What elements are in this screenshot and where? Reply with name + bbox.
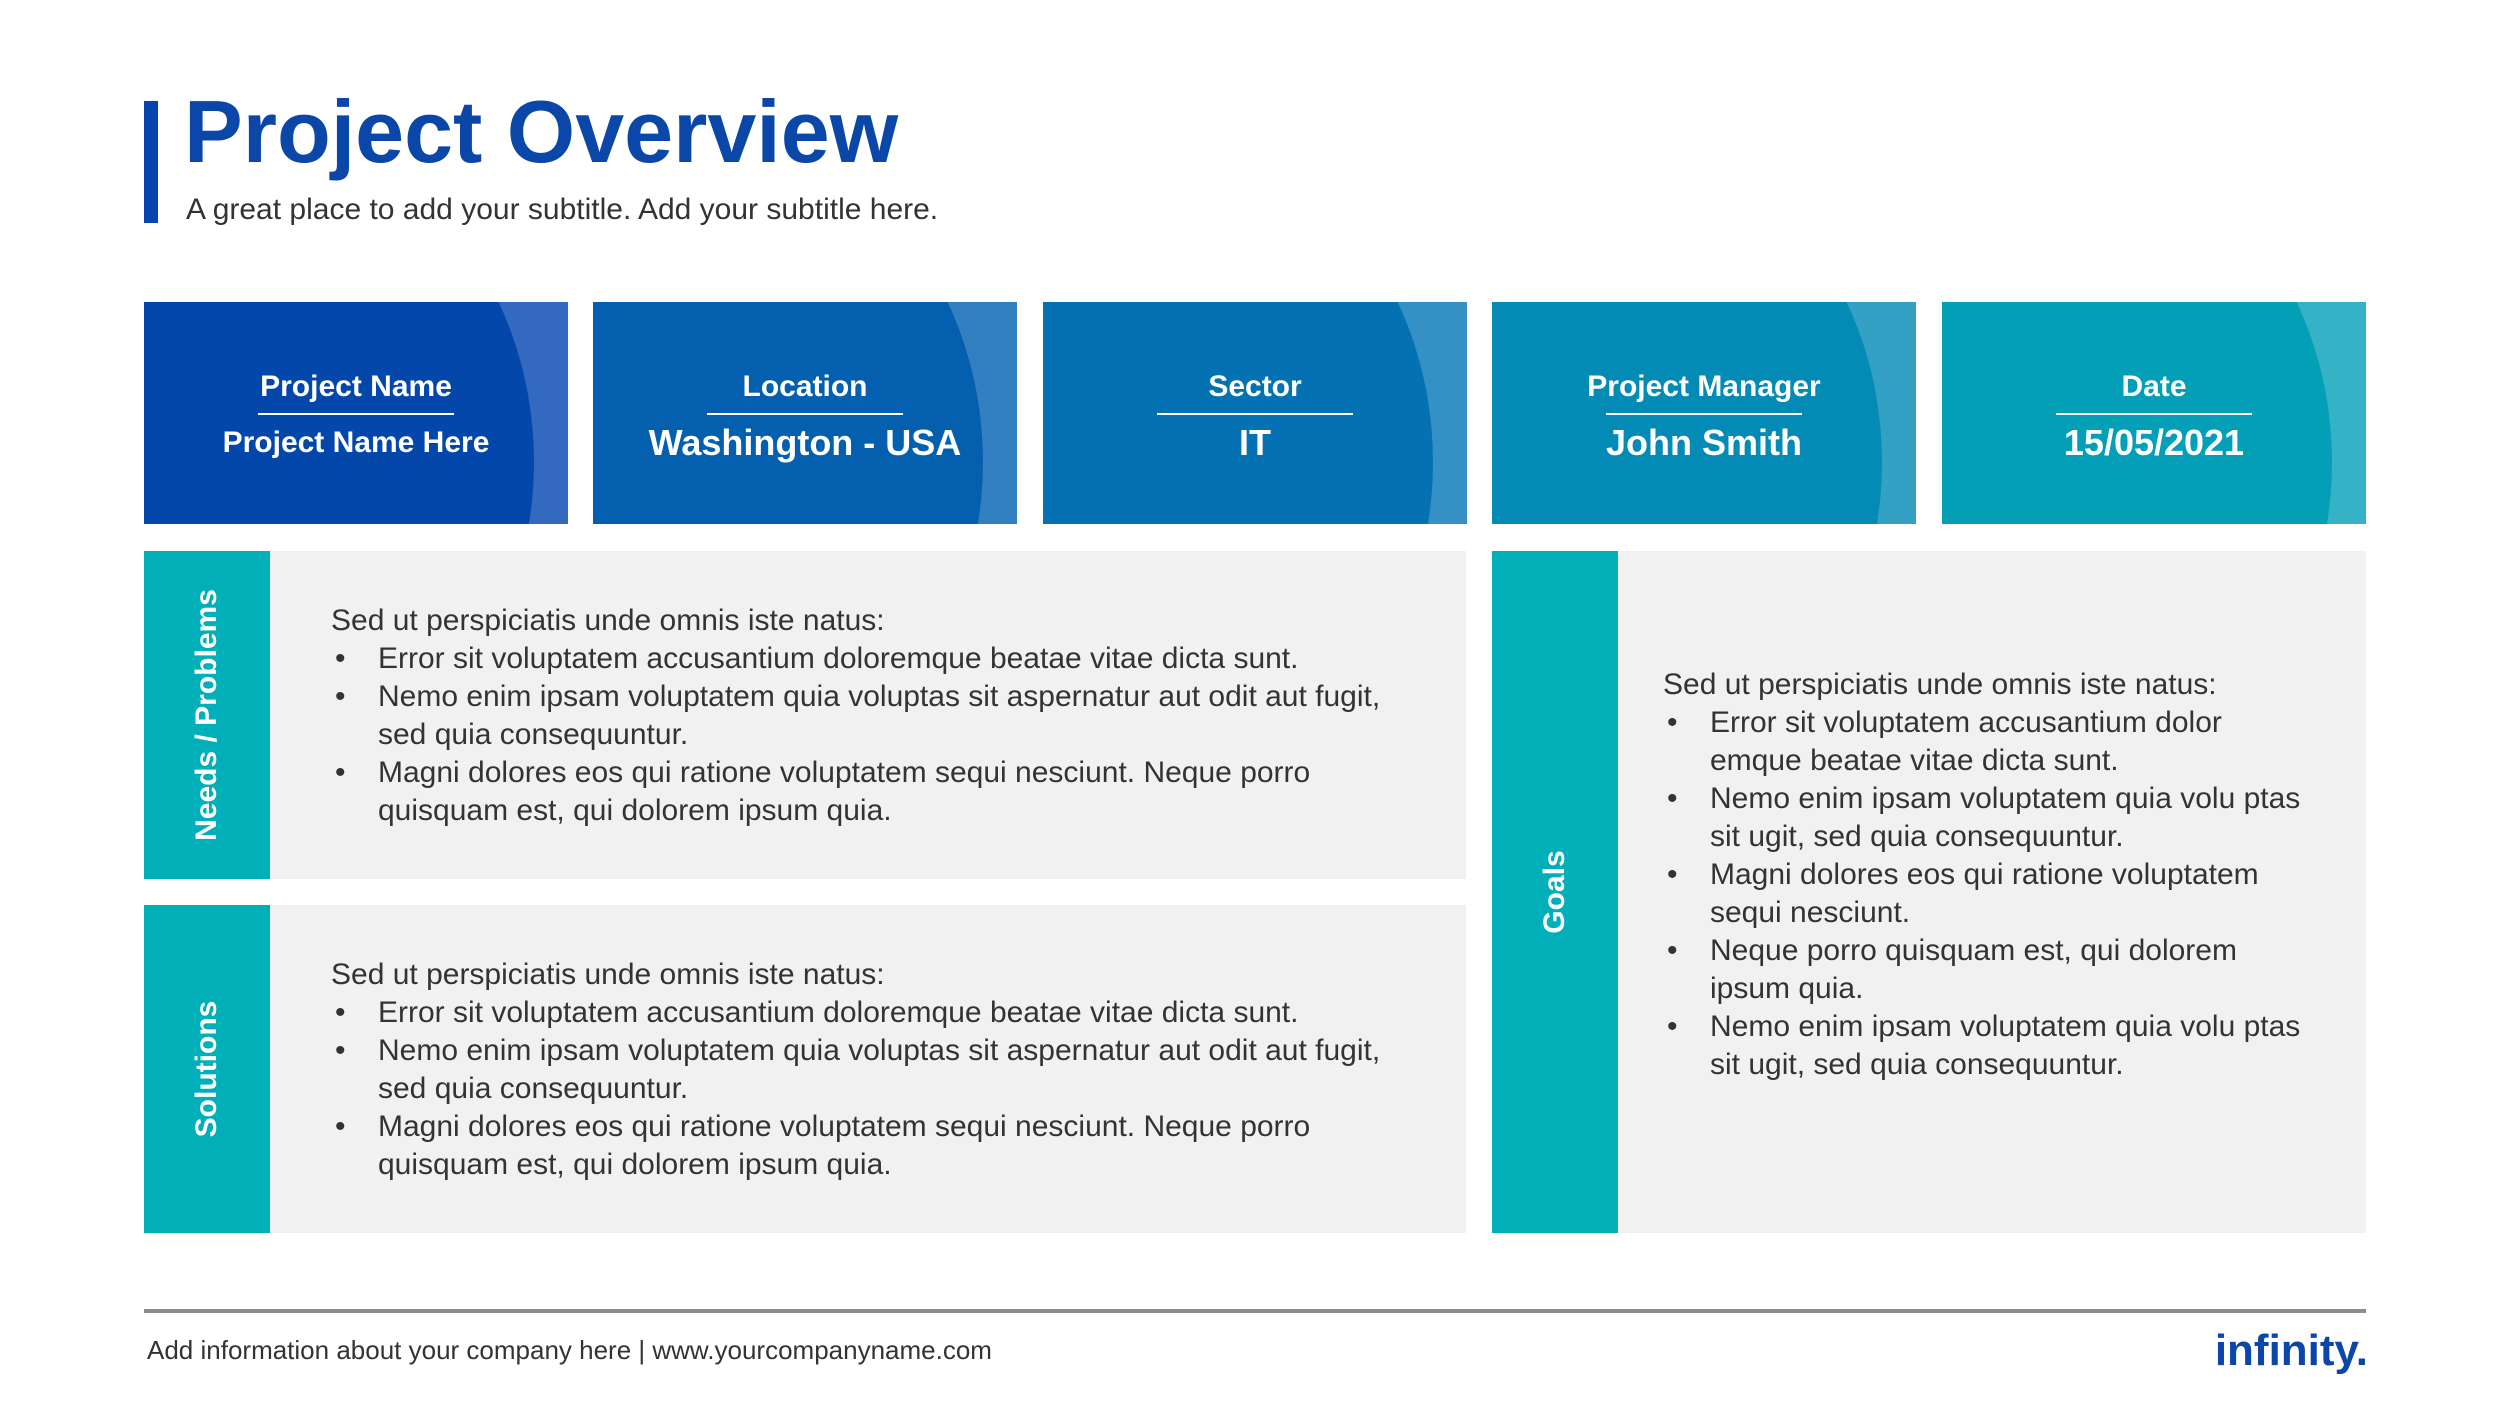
goals-label: Goals <box>1538 850 1571 934</box>
list-item: • Nemo enim ipsam voluptatem quia volu ptas sit ugit, sed quia consequuntur. <box>1663 1008 2313 1084</box>
page-subtitle: A great place to add your subtitle. Add your subtitle here. <box>186 193 939 226</box>
card-label: Project Manager <box>1587 370 1821 403</box>
goals-list <box>1663 704 2313 1084</box>
card-location <box>593 302 1017 524</box>
list-item: • Nemo enim ipsam voluptatem quia volu ptas sit ugit, sed quia consequuntur. <box>1663 780 2313 856</box>
needs-label: Needs / Problems <box>190 589 223 841</box>
page-title: Project Overview <box>184 82 899 181</box>
goals-intro: Sed ut perspiciatis unde omnis iste natus: <box>1663 668 2217 701</box>
list-item: • Magni dolores eos qui ratione voluptatem sequi nesciunt. <box>1663 856 2313 932</box>
card-value: Project Name Here <box>222 426 490 459</box>
list-item: • Magni dolores eos qui ratione voluptatem sequi nesciunt. Neque porro quisquam est, qui dolorem ipsum quia. <box>331 1108 1431 1184</box>
footer-divider <box>144 1309 2366 1313</box>
card-value: 15/05/2021 <box>2063 422 2245 463</box>
solutions-label: Solutions <box>190 1000 223 1138</box>
list-item: • Error sit voluptatem accusantium doloremque beatae vitae dicta sunt. <box>331 640 1431 678</box>
card-divider <box>2056 413 2252 415</box>
card-project-name <box>144 302 568 524</box>
card-date <box>1942 302 2366 524</box>
solutions-content <box>331 956 1431 1184</box>
card-divider <box>707 413 903 415</box>
card-divider <box>258 413 454 415</box>
needs-list <box>331 640 1431 830</box>
list-item: • Error sit voluptatem accusantium dolor emque beatae vitae dicta sunt. <box>1663 704 2313 780</box>
list-item: • Magni dolores eos qui ratione voluptatem sequi nesciunt. Neque porro quisquam est, qui dolorem ipsum quia. <box>331 754 1431 830</box>
card-value: Washington - USA <box>648 422 962 463</box>
needs-intro: Sed ut perspiciatis unde omnis iste natus: <box>331 604 885 637</box>
goals-content <box>1663 666 2313 1084</box>
card-label: Location <box>742 370 868 403</box>
card-label: Project Name <box>260 370 452 403</box>
solutions-panel <box>144 905 1466 1233</box>
list-item: • Neque porro quisquam est, qui dolorem ipsum quia. <box>1663 932 2313 1008</box>
goals-panel <box>1492 551 2366 1233</box>
title-accent-bar <box>144 101 158 223</box>
card-divider <box>1157 413 1353 415</box>
card-value: John Smith <box>1606 422 1802 463</box>
needs-side-bar <box>144 551 270 879</box>
list-item: • Nemo enim ipsam voluptatem quia voluptas sit aspernatur aut odit aut fugit, sed quia consequuntur. <box>331 678 1431 754</box>
list-item: • Error sit voluptatem accusantium doloremque beatae vitae dicta sunt. <box>331 994 1431 1032</box>
solutions-side-bar <box>144 905 270 1233</box>
card-sector <box>1043 302 1467 524</box>
solutions-intro: Sed ut perspiciatis unde omnis iste natus: <box>331 958 885 991</box>
solutions-list <box>331 994 1431 1184</box>
needs-content <box>331 602 1431 830</box>
card-divider <box>1606 413 1802 415</box>
card-project-manager <box>1492 302 1916 524</box>
list-item: • Nemo enim ipsam voluptatem quia voluptas sit aspernatur aut odit aut fugit, sed quia consequuntur. <box>331 1032 1431 1108</box>
card-value: IT <box>1239 422 1271 463</box>
footer-info: Add information about your company here | www.yourcompanyname.com <box>147 1335 992 1365</box>
card-label: Sector <box>1208 370 1302 403</box>
company-logo: infinity. <box>2214 1326 2368 1375</box>
card-label: Date <box>2121 370 2187 403</box>
goals-side-bar <box>1492 551 1618 1233</box>
needs-panel <box>144 551 1466 879</box>
